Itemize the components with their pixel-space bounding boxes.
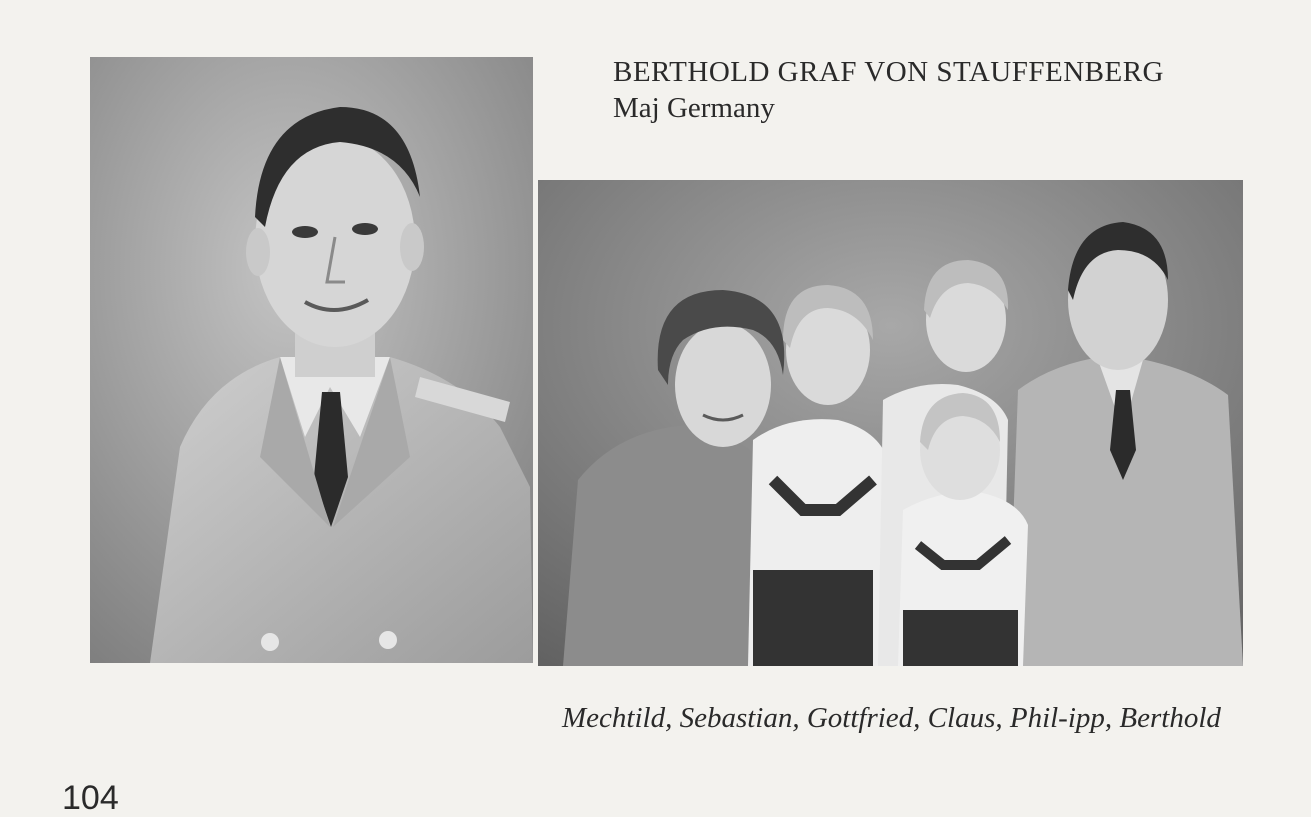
portrait-photo bbox=[90, 57, 533, 663]
person-name: BERTHOLD GRAF VON STAUFFENBERG bbox=[613, 56, 1164, 88]
page-number: 104 bbox=[62, 779, 119, 817]
rank-country: Maj Germany bbox=[613, 92, 775, 124]
family-photo bbox=[538, 180, 1243, 666]
photo-caption: Mechtild, Sebastian, Gottfried, Claus, Phil-ipp, Berthold bbox=[562, 702, 1221, 734]
family-illustration bbox=[538, 180, 1243, 666]
portrait-illustration bbox=[90, 57, 533, 663]
